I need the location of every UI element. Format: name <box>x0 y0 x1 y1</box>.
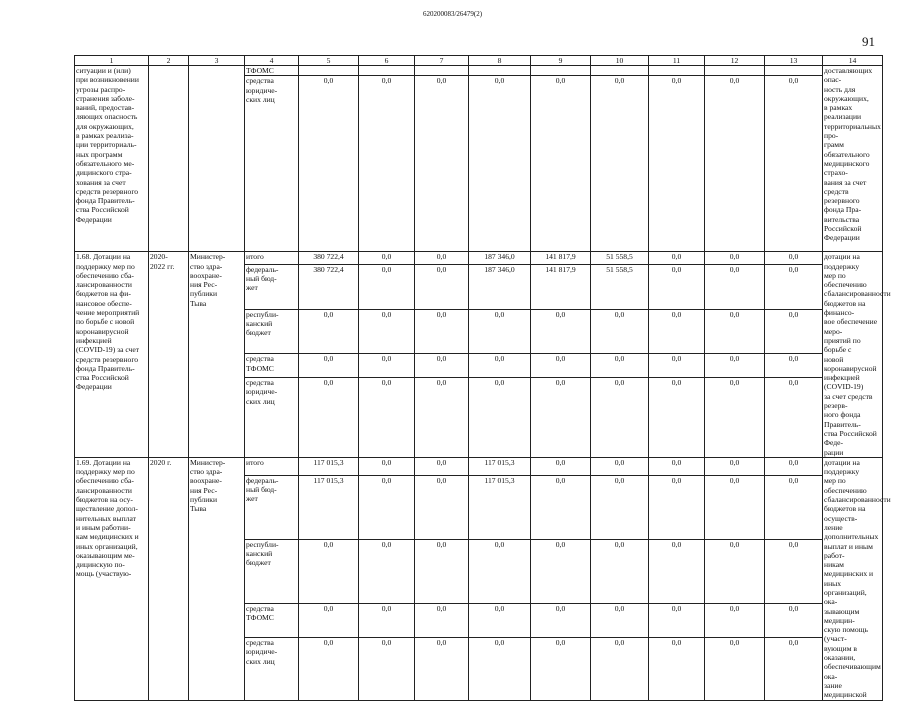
value-cell: 0,0 <box>705 457 765 475</box>
funding-source: республи- канский бюджет <box>245 539 299 603</box>
column-header-row <box>75 56 883 66</box>
value-cell: 0,0 <box>649 76 705 252</box>
col-header: 10 <box>591 56 649 66</box>
value-cell: 0,0 <box>359 76 415 252</box>
value-cell: 0,0 <box>591 475 649 539</box>
page-number: 91 <box>862 34 875 49</box>
value-cell: 0,0 <box>299 76 359 252</box>
value-cell: 0,0 <box>649 475 705 539</box>
value-cell: 0,0 <box>469 354 531 378</box>
expected-result: доставляющих опас- ность для окружающих, в рамках реализации территориальных про- грамм обязательного медицинского страхо- вания за счет средств резервного фонда Пра- вительства Российской Федерации <box>823 66 883 252</box>
value-cell: 117 015,3 <box>299 475 359 539</box>
value-cell: 0,0 <box>415 604 469 638</box>
value-cell: 0,0 <box>591 76 649 252</box>
value-cell: 0,0 <box>705 638 765 701</box>
value-cell: 0,0 <box>359 309 415 354</box>
value-cell: 0,0 <box>415 309 469 354</box>
value-cell: 0,0 <box>765 377 823 457</box>
value-cell: 141 817,9 <box>531 252 591 264</box>
col-header: 7 <box>415 56 469 66</box>
value-cell: 0,0 <box>359 457 415 475</box>
table-row <box>75 66 883 76</box>
funding-source: средства ТФОМС <box>245 354 299 378</box>
value-cell: 0,0 <box>591 457 649 475</box>
value-cell: 0,0 <box>359 539 415 603</box>
col-header: 8 <box>469 56 531 66</box>
col-header: 2 <box>149 56 189 66</box>
value-cell: 117 015,3 <box>469 457 531 475</box>
value-cell: 0,0 <box>299 604 359 638</box>
col-header: 4 <box>245 56 299 66</box>
funding-source: средства юридиче- ских лиц <box>245 76 299 252</box>
value-cell: 0,0 <box>649 252 705 264</box>
value-cell: 0,0 <box>705 76 765 252</box>
value-cell: 0,0 <box>705 264 765 309</box>
funding-source: средства юридиче- ских лиц <box>245 638 299 701</box>
value-cell: 0,0 <box>299 354 359 378</box>
value-cell: 0,0 <box>469 604 531 638</box>
col-header: 5 <box>299 56 359 66</box>
measure-description: 1.69. Дотации на поддержку мер по обеспечению сба- лансированности бюджетов на осу- ществление допол- нительных выплат и иным работни- кам медицинских и иных организаций, оказывающим ме- дицинскую по- мощь (участвую- <box>75 457 149 700</box>
value-cell: 0,0 <box>415 475 469 539</box>
funding-source: итого <box>245 252 299 264</box>
value-cell: 380 722,4 <box>299 252 359 264</box>
period-cell: 2020 г. <box>149 457 189 700</box>
value-cell: 0,0 <box>705 475 765 539</box>
funding-source: средства ТФОМС <box>245 604 299 638</box>
funding-source: ТФОМС <box>245 66 299 76</box>
value-cell: 0,0 <box>649 377 705 457</box>
col-header: 1 <box>75 56 149 66</box>
value-cell: 0,0 <box>591 604 649 638</box>
col-header: 13 <box>765 56 823 66</box>
value-cell: 0,0 <box>415 539 469 603</box>
executor-cell: Министер- ство здра- воохране- ния Рес- публики Тыва <box>189 252 245 458</box>
value-cell: 0,0 <box>415 354 469 378</box>
col-header: 14 <box>823 56 883 66</box>
value-cell: 0,0 <box>765 264 823 309</box>
value-cell: 0,0 <box>469 638 531 701</box>
value-cell: 0,0 <box>415 457 469 475</box>
budget-table <box>74 55 891 701</box>
value-cell: 0,0 <box>415 252 469 264</box>
value-cell: 0,0 <box>649 604 705 638</box>
value-cell: 0,0 <box>531 604 591 638</box>
col-header: 6 <box>359 56 415 66</box>
value-cell: 0,0 <box>649 354 705 378</box>
value-cell: 0,0 <box>591 377 649 457</box>
value-cell: 0,0 <box>469 309 531 354</box>
value-cell: 0,0 <box>705 377 765 457</box>
value-cell: 0,0 <box>705 354 765 378</box>
document-id: 620200083/26479(2) <box>422 10 483 18</box>
executor-cell: Министер- ство здра- воохране- ния Рес- публики Тыва <box>189 457 245 700</box>
value-cell: 51 558,5 <box>591 252 649 264</box>
expected-result: дотации на поддержку мер по обеспечению сбалансированности бюджетов на осуществ- ление дополнительных выплат и иным работ- никам медицинских и иных организаций, ока- зывающим медицин- скую помощь (участ- вующим в оказании, обеспечивающим ока- зание медицинской <box>824 457 891 700</box>
value-cell: 0,0 <box>299 539 359 603</box>
value-cell: 0,0 <box>469 377 531 457</box>
value-cell: 0,0 <box>359 638 415 701</box>
expected-result: дотации на поддержку мер по обеспечению сбалансированности бюджетов на финансо- вое обеспечение меро- приятий по борьбе с новой коронавирусной инфекцией (COVID-19) за счет средств резерв- ного фонда Правитель- ства Российской Феде- рации <box>824 252 891 457</box>
value-cell: 0,0 <box>765 638 823 701</box>
value-cell: 0,0 <box>765 252 823 264</box>
measure-description: ситуации и (или) при возникновении угрозы распро- странения заболе- ваний, предостав- ляющих опасность для окружающих, в рамках реализа- ции территориаль- ных программ обязательного ме- дицинского стра- хования за счет средств резервного фонда Правитель- ства Российской Федерации <box>75 66 149 252</box>
funding-source: федераль- ный бюд- жет <box>245 264 299 309</box>
value-cell: 0,0 <box>765 457 823 475</box>
value-cell: 187 346,0 <box>469 264 531 309</box>
value-cell: 0,0 <box>359 354 415 378</box>
value-cell: 0,0 <box>359 377 415 457</box>
value-cell: 0,0 <box>649 264 705 309</box>
value-cell: 141 817,9 <box>531 264 591 309</box>
value-cell: 0,0 <box>531 475 591 539</box>
funding-source: федераль- ный бюд- жет <box>245 475 299 539</box>
value-cell: 0,0 <box>359 475 415 539</box>
value-cell: 0,0 <box>591 539 649 603</box>
value-cell: 0,0 <box>765 354 823 378</box>
value-cell: 0,0 <box>415 76 469 252</box>
measure-description: 1.68. Дотации на поддержку мер по обеспечению сба- лансированности бюджетов на фи- нансовое обеспе- чение мероприятий по борьбе с новой коронавирусной инфекцией (COVID-19) за счет средств резервного фонда Правитель- ства Российской Федерации <box>75 252 149 458</box>
funding-source: республи- канский бюджет <box>245 309 299 354</box>
value-cell: 0,0 <box>531 309 591 354</box>
value-cell: 0,0 <box>591 309 649 354</box>
value-cell: 0,0 <box>531 638 591 701</box>
value-cell: 0,0 <box>415 377 469 457</box>
value-cell: 0,0 <box>359 604 415 638</box>
col-header: 12 <box>705 56 765 66</box>
value-cell: 0,0 <box>531 354 591 378</box>
value-cell: 0,0 <box>531 457 591 475</box>
col-header: 11 <box>649 56 705 66</box>
value-cell: 380 722,4 <box>299 264 359 309</box>
value-cell: 0,0 <box>649 638 705 701</box>
period-cell <box>149 66 189 252</box>
value-cell: 0,0 <box>415 264 469 309</box>
col-header: 3 <box>189 56 245 66</box>
value-cell: 0,0 <box>765 309 823 354</box>
value-cell: 0,0 <box>359 264 415 309</box>
value-cell: 0,0 <box>531 539 591 603</box>
funding-source: средства юридиче- ских лиц <box>245 377 299 457</box>
value-cell: 117 015,3 <box>469 475 531 539</box>
value-cell: 117 015,3 <box>299 457 359 475</box>
value-cell: 0,0 <box>765 475 823 539</box>
table-row <box>75 252 883 264</box>
value-cell: 0,0 <box>705 604 765 638</box>
value-cell: 0,0 <box>299 377 359 457</box>
col-header: 9 <box>531 56 591 66</box>
value-cell: 0,0 <box>299 638 359 701</box>
value-cell: 0,0 <box>591 638 649 701</box>
value-cell: 0,0 <box>649 457 705 475</box>
value-cell: 0,0 <box>649 539 705 603</box>
value-cell: 0,0 <box>705 309 765 354</box>
value-cell: 0,0 <box>531 377 591 457</box>
value-cell: 0,0 <box>359 252 415 264</box>
value-cell: 0,0 <box>299 309 359 354</box>
table-row <box>75 457 883 475</box>
value-cell: 0,0 <box>649 309 705 354</box>
value-cell: 0,0 <box>415 638 469 701</box>
period-cell: 2020- 2022 гг. <box>149 252 189 458</box>
value-cell: 0,0 <box>705 539 765 603</box>
executor-cell <box>189 66 245 252</box>
value-cell: 187 346,0 <box>469 252 531 264</box>
value-cell: 0,0 <box>469 76 531 252</box>
funding-source: итого <box>245 457 299 475</box>
value-cell: 0,0 <box>765 604 823 638</box>
value-cell: 0,0 <box>765 539 823 603</box>
value-cell: 0,0 <box>705 252 765 264</box>
value-cell: 51 558,5 <box>591 264 649 309</box>
value-cell: 0,0 <box>591 354 649 378</box>
value-cell: 0,0 <box>469 539 531 603</box>
value-cell: 0,0 <box>531 76 591 252</box>
value-cell: 0,0 <box>765 76 823 252</box>
